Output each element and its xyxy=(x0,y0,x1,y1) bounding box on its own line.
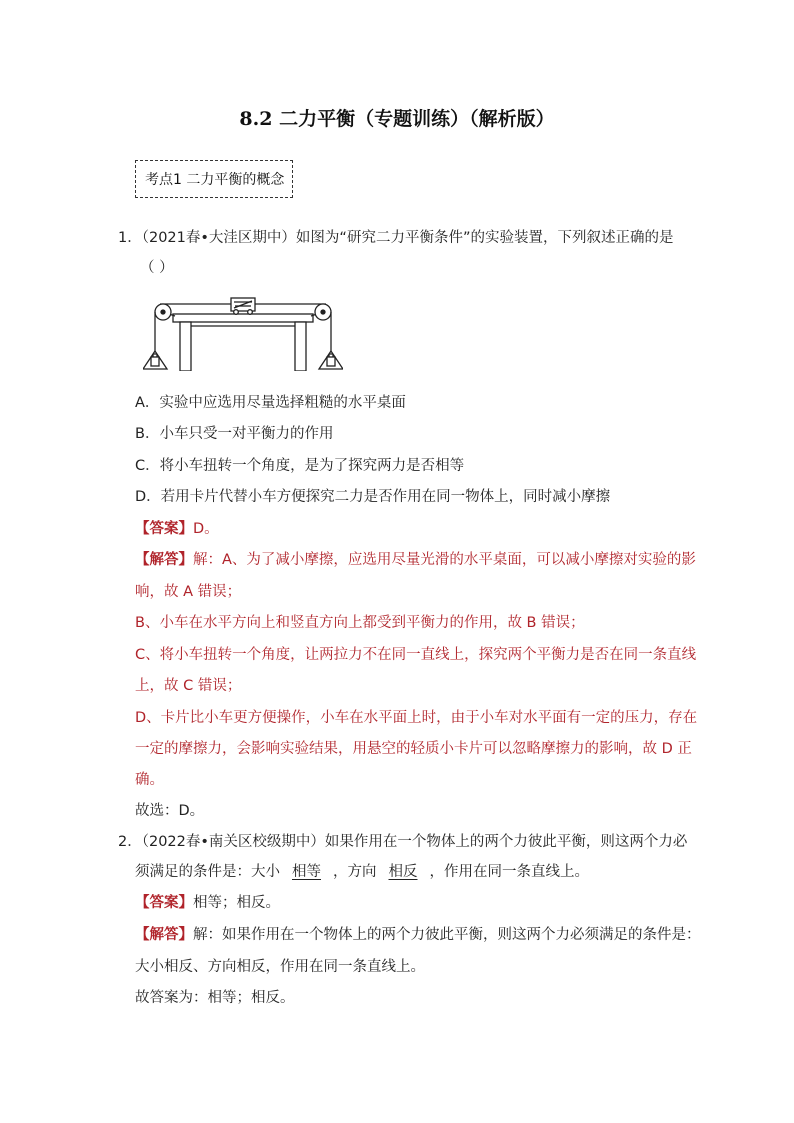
analysis-line: 一定的摩擦力，会影响实验结果，用悬空的轻质小卡片可以忽略摩擦力的影响，故 D 正 xyxy=(135,741,692,757)
conclusion: 故选：D。 xyxy=(135,803,205,819)
analysis-line: D、卡片比小车更方便操作，小车在水平面上时，由于小车对水平面有一定的压力，存在 xyxy=(135,710,698,726)
question-1-answer-paren: （ ） xyxy=(140,260,174,276)
question-2-stem-line-2 xyxy=(135,862,589,882)
stem-text: ，方向 xyxy=(333,864,377,880)
fill-blank-2: 相反 xyxy=(388,864,418,880)
analysis-line: 大小相反、方向相反，作用在同一条直线上。 xyxy=(135,959,425,975)
analysis-line xyxy=(135,550,696,570)
option-b: B．小车只受一对平衡力的作用 xyxy=(135,426,334,442)
answer-line-1 xyxy=(135,519,219,539)
conclusion: 故答案为：相等；相反。 xyxy=(135,990,295,1006)
stem-text: 须满足的条件是：大小 xyxy=(135,864,280,880)
analysis-line: 上，故 C 错误； xyxy=(135,678,242,694)
question-2-stem: 2．（2022春•南关区校级期中）如果作用在一个物体上的两个力彼此平衡，则这两个力必 xyxy=(118,834,688,850)
stem-text: ，作用在同一条直线上。 xyxy=(429,864,589,880)
analysis-line: 确。 xyxy=(135,772,164,788)
answer-tag: 【答案】 xyxy=(135,895,193,911)
answer-value: 相等；相反。 xyxy=(193,895,280,911)
option-d: D．若用卡片代替小车方便探究二力是否作用在同一物体上，同时减小摩擦 xyxy=(135,489,611,505)
answer-value: D。 xyxy=(193,521,219,537)
analysis-line: B、小车在水平方向上和竖直方向上都受到平衡力的作用，故 B 错误； xyxy=(135,615,585,631)
analysis-line xyxy=(135,925,701,945)
section-label-box: 考点1 二力平衡的概念 xyxy=(135,160,293,198)
analysis-text: 解：A、为了减小摩擦，应选用尽量光滑的水平桌面，可以减小摩擦对实验的影 xyxy=(193,552,696,568)
experiment-apparatus-figure xyxy=(143,293,343,371)
analysis-tag: 【解答】 xyxy=(135,927,193,943)
option-c: C．将小车扭转一个角度，是为了探究两力是否相等 xyxy=(135,458,465,474)
question-1-stem: 1．（2021春•大洼区期中）如图为“研究二力平衡条件”的实验装置，下列叙述正确的是 xyxy=(118,230,674,246)
answer-line-2 xyxy=(135,893,280,913)
page-title: 8.2 二力平衡（专题训练）（解析版） xyxy=(239,108,555,130)
analysis-line: 响，故 A 错误； xyxy=(135,584,242,600)
fill-blank-1: 相等 xyxy=(292,864,321,880)
option-a: A．实验中应选用尽量选择粗糙的水平桌面 xyxy=(135,395,406,411)
analysis-tag: 【解答】 xyxy=(135,552,193,568)
analysis-line: C、将小车扭转一个角度，让两拉力不在同一直线上，探究两个平衡力是否在同一条直线 xyxy=(135,647,697,663)
analysis-text: 解：如果作用在一个物体上的两个力彼此平衡，则这两个力必须满足的条件是： xyxy=(193,927,701,943)
answer-tag: 【答案】 xyxy=(135,521,193,537)
